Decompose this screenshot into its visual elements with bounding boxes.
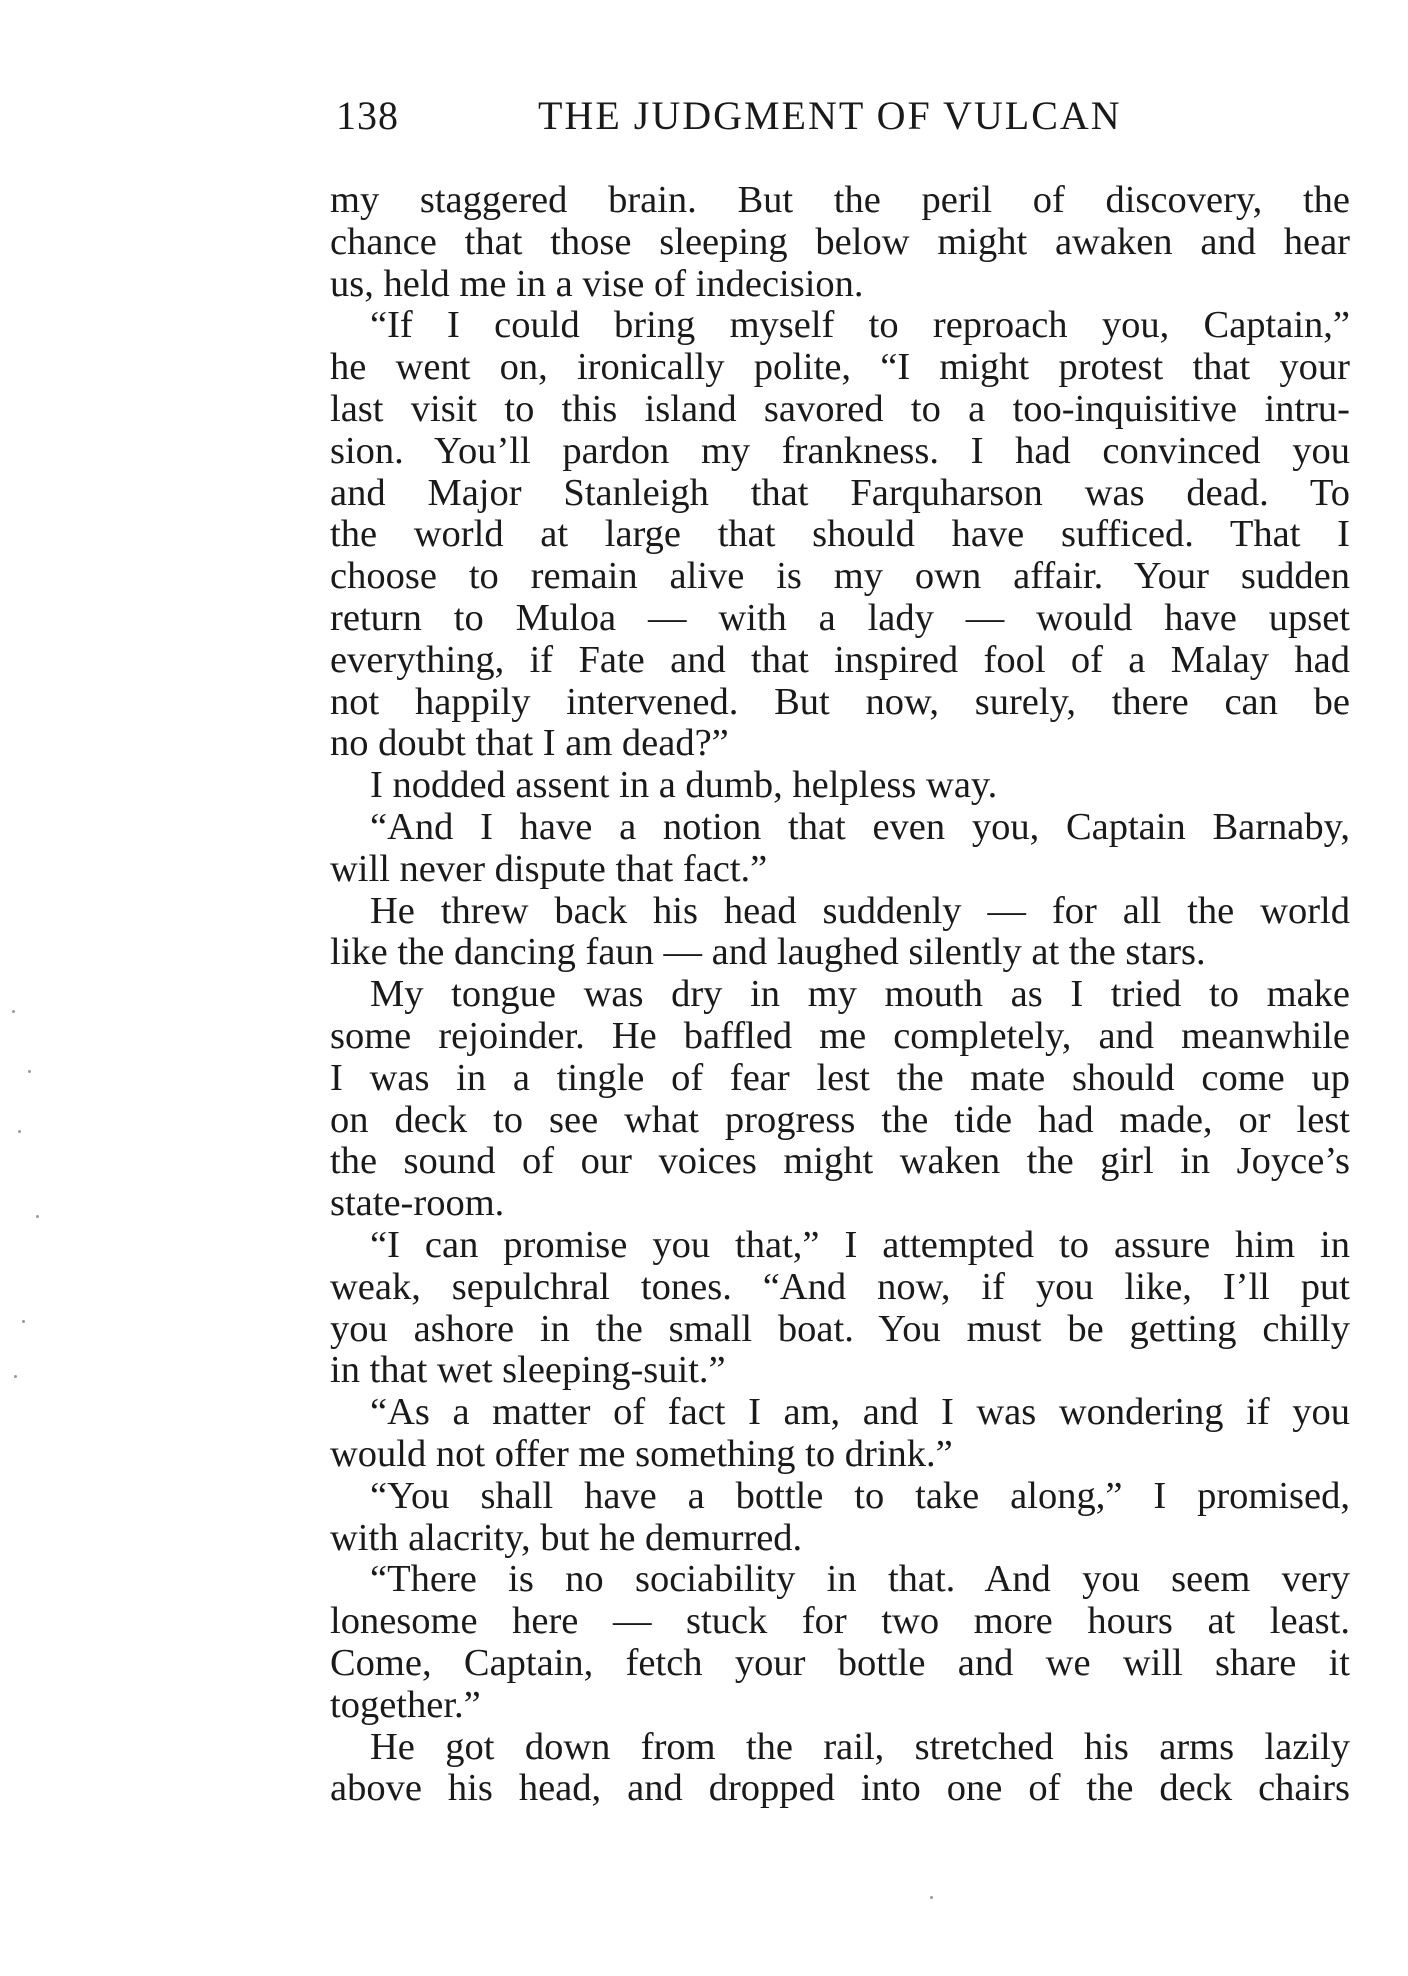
text-line: “As a matter of fact I am, and I was wondering if you <box>370 1391 1350 1434</box>
text-line: no doubt that I am dead?” <box>330 722 729 765</box>
text-line: not happily intervened. But now, surely, there can be <box>330 680 1350 723</box>
text-line: would not offer me something to drink.” <box>330 1433 953 1475</box>
text-line: and Major Stanleigh that Farquharson was dead. To <box>330 471 1350 514</box>
scan-speck <box>18 1130 21 1133</box>
text-line: weak, sepulchral tones. “And now, if you like, I’ll put <box>330 1265 1350 1308</box>
text-line: choose to remain alive is my own affair. Your sudden <box>330 555 1350 598</box>
text-line: above his head, and dropped into one of the deck chairs <box>330 1767 1350 1810</box>
text-line: together.” <box>330 1683 481 1726</box>
page-number: 138 <box>336 93 399 138</box>
text-line: Come, Captain, fetch your bottle and we will share it <box>330 1642 1350 1684</box>
text-line: like the dancing faun — and laughed silently at the stars. <box>330 931 1206 974</box>
text-line: “There is no sociability in that. And you seem very <box>370 1558 1350 1601</box>
text-line: you ashore in the small boat. You must be getting chilly <box>330 1307 1350 1350</box>
text-line: with alacrity, but he demurred. <box>330 1516 803 1559</box>
running-header <box>336 92 1176 142</box>
text-line: state-room. <box>330 1182 505 1225</box>
text-line: on deck to see what progress the tide had made, or lest <box>330 1098 1350 1141</box>
text-line: the sound of our voices might waken the girl in Joyce’s <box>330 1140 1350 1183</box>
text-line: us, held me in a vise of indecision. <box>330 262 864 305</box>
text-line: “If I could bring myself to reproach you, Captain,” <box>370 304 1350 347</box>
text-line: He threw back his head suddenly — for all the world <box>370 889 1350 932</box>
running-title: THE JUDGMENT OF VULCAN <box>538 93 1122 138</box>
text-line: I was in a tingle of fear lest the mate should come up <box>330 1056 1350 1099</box>
scan-speck <box>12 1010 15 1013</box>
text-line: last visit to this island savored to a too-inquisitive intru- <box>330 388 1350 430</box>
text-line: My tongue was dry in my mouth as I tried to make <box>370 973 1350 1016</box>
text-line: some rejoinder. He baffled me completely, and meanwhile <box>330 1015 1350 1057</box>
text-line: “And I have a notion that even you, Captain Barnaby, <box>370 806 1350 848</box>
scan-speck <box>28 1070 31 1073</box>
text-line: the world at large that should have sufficed. That I <box>330 513 1350 556</box>
text-line: lonesome here — stuck for two more hours at least. <box>330 1600 1350 1643</box>
text-line: I nodded assent in a dumb, helpless way. <box>370 764 998 807</box>
text-line: sion. You’ll pardon my frankness. I had convinced you <box>330 429 1350 472</box>
scan-speck <box>14 1375 17 1378</box>
text-line: “You shall have a bottle to take along,” I promised, <box>370 1474 1350 1517</box>
scan-speck <box>930 1896 933 1899</box>
text-line: he went on, ironically polite, “I might protest that your <box>330 346 1350 389</box>
text-line: my staggered brain. But the peril of discovery, the <box>330 179 1350 221</box>
scan-speck <box>36 1215 39 1218</box>
text-line: in that wet sleeping-suit.” <box>330 1349 726 1392</box>
text-line: “I can promise you that,” I attempted to assure him in <box>370 1224 1350 1266</box>
text-line: He got down from the rail, stretched his arms lazily <box>370 1725 1350 1768</box>
text-line: everything, if Fate and that inspired fool of a Malay had <box>330 638 1350 681</box>
scan-speck <box>22 1320 25 1323</box>
text-line: return to Muloa — with a lady — would have upset <box>330 597 1350 639</box>
text-line: chance that those sleeping below might awaken and hear <box>330 220 1350 263</box>
text-line: will never dispute that fact.” <box>330 847 768 890</box>
